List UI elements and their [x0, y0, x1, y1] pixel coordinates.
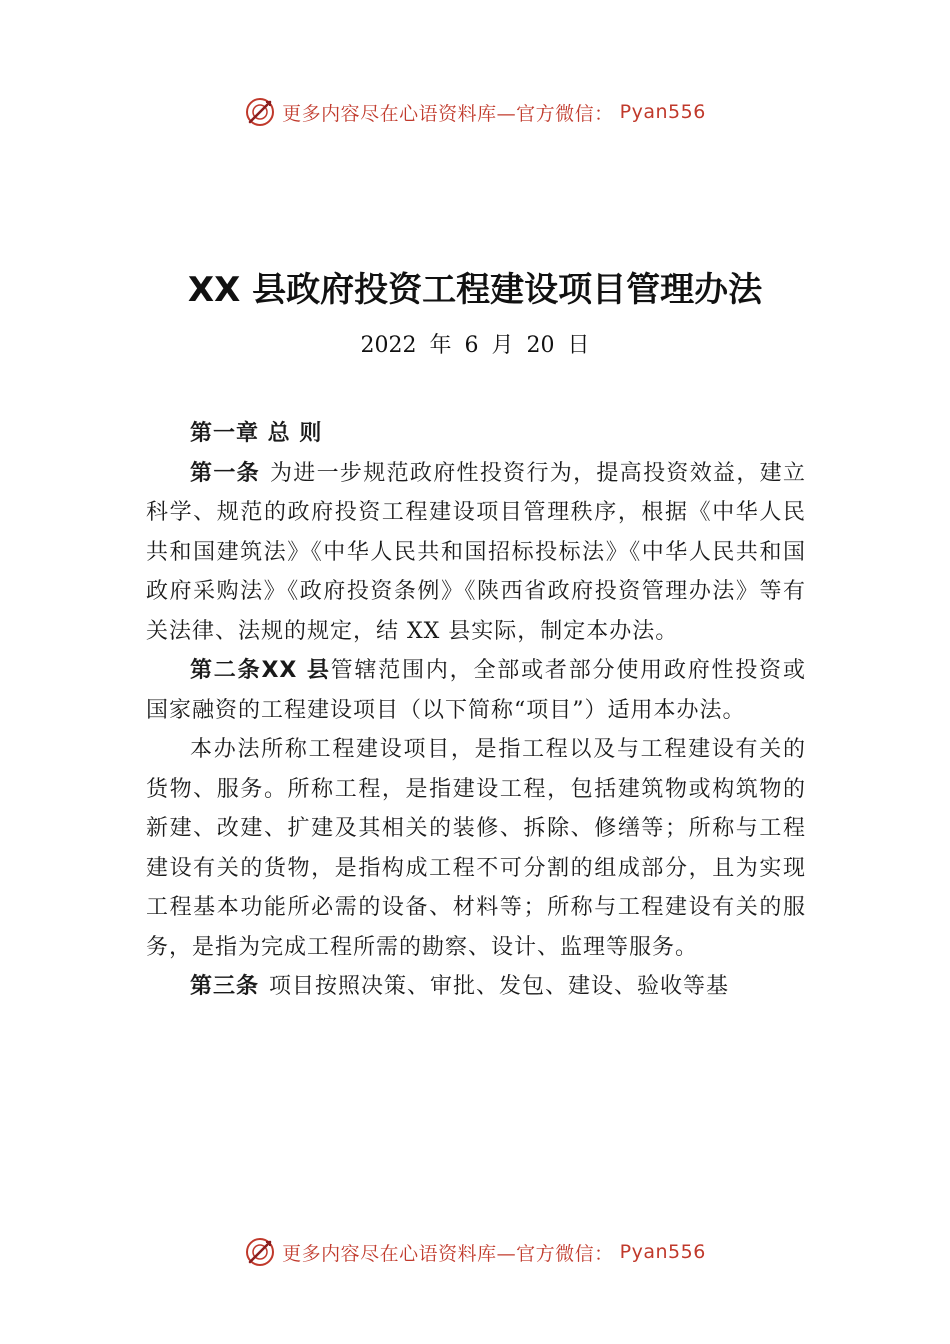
article-2	[146, 651, 806, 730]
article-3	[146, 967, 806, 1007]
article-text: 为进一步规范政府性投资行为，提高投资效益，建立科学、规范的政府投资工程建设项目管理秩序，根据《中华人民共和国建筑法》《中华人民共和国招标投标法》《中华人民共和国政府采购法》《政府投资条例》《陕西省政府投资管理办法》等有关法律、法规的规定，结 XX 县实际，制定本办法。	[146, 460, 806, 644]
article-1	[146, 454, 806, 652]
article-label: 第三条	[190, 974, 260, 999]
brand-logo-icon	[244, 1236, 276, 1268]
chapter-heading	[146, 414, 806, 454]
article-label-county: XX 县	[261, 658, 331, 683]
watermark-wechat-id: Pyan556	[619, 101, 706, 123]
article-text: 管辖范围内，全部或者部分使用政府性投资或国家融资的工程建设项目（以下简称“项目”）适用本办法。	[146, 658, 806, 723]
watermark-wechat-id: Pyan556	[619, 1241, 706, 1263]
document-date: 2022 年 6 月 20 日	[360, 333, 590, 358]
article-text: 项目按照决策、审批、发包、建设、验收等基	[269, 974, 730, 999]
watermark-header	[0, 96, 950, 128]
document-title: XX 县政府投资工程建设项目管理办法	[187, 270, 763, 310]
watermark-text: 更多内容尽在心语资料库—官方微信：	[282, 102, 614, 125]
brand-logo-icon	[244, 96, 276, 128]
article-label: 第二条	[190, 658, 262, 683]
paragraph: 本办法所称工程建设项目，是指工程以及与工程建设有关的货物、服务。所称工程，是指建设工程，包括建筑物或构筑物的新建、改建、扩建及其相关的装修、拆除、修缮等；所称与工程建设有关的货物，是指构成工程不可分割的组成部分，且为实现工程基本功能所必需的设备、材料等；所称与工程建设有关的服务，是指为完成工程所需的勘察、设计、监理等服务。	[146, 737, 806, 960]
document-body	[146, 414, 806, 1007]
watermark-text: 更多内容尽在心语资料库—官方微信：	[282, 1242, 614, 1265]
article-label: 第一条	[190, 460, 260, 486]
chapter-title: 第一章 总 则	[190, 421, 323, 446]
watermark-footer	[0, 1236, 950, 1268]
